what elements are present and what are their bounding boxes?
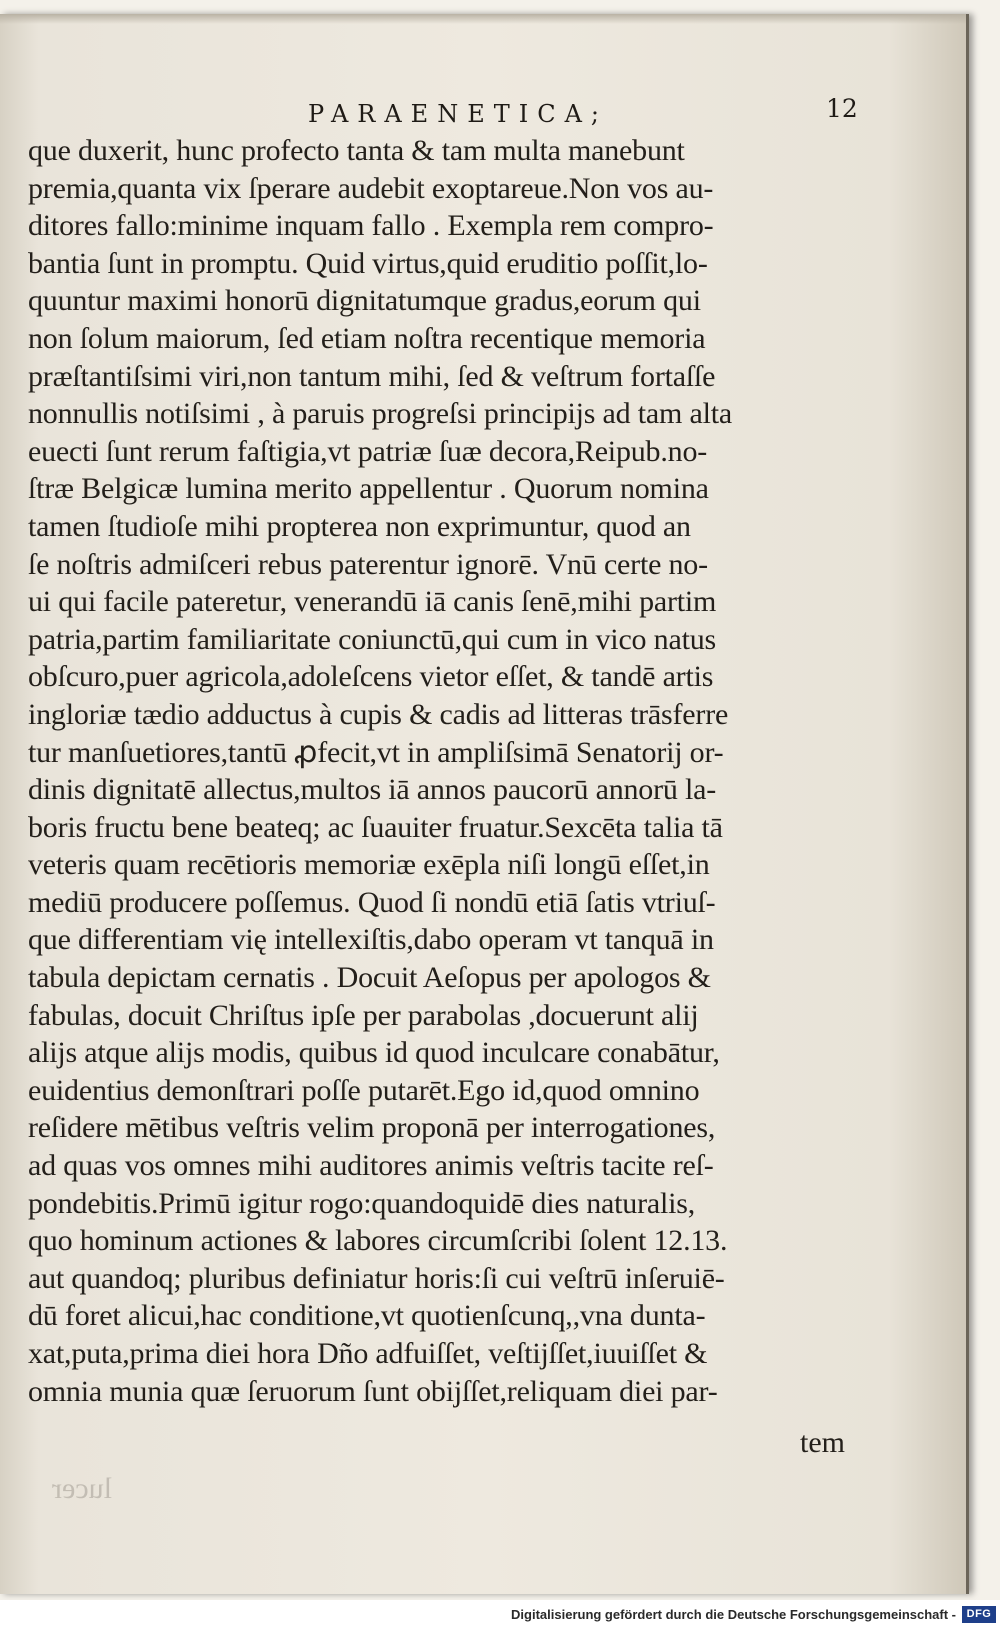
text-line: ingloriæ tædio adductus à cupis & cadis ad litteras trāsferre <box>28 697 729 731</box>
text-line: tamen ſtudioſe mihi propterea non exprimuntur, quod an <box>28 509 691 543</box>
text-line: xat,puta,prima diei hora Dño adfuiſſet, veſtijſſet,iuuiſſet & <box>28 1337 708 1370</box>
page-number: 12 <box>826 94 858 123</box>
text-line: veteris quam recētioris memoriæ exēpla niſi longū eſſet,in <box>28 848 710 882</box>
text-line: tabula depictam cernatis . Docuit Aeſopus per apologos & <box>28 961 711 995</box>
text-line: reſidere mētibus veſtris velim proponā per interrogationes, <box>28 1111 716 1145</box>
text-line: quuntur maximi honorū dignitatumque gradus,eorum qui <box>28 284 701 318</box>
text-line: ſtræ Belgicæ lumina merito appellentur . Quorum nomina <box>28 472 709 506</box>
text-line: euidentius demonſtrari poſſe putarēt.Ego id,quod omnino <box>28 1073 700 1107</box>
text-line: ad quas vos omnes mihi auditores animis veſtris tacite reſ- <box>28 1149 714 1183</box>
text-line: dū foret alicui,hac conditione,vt quotienſcunq,,vna dunta- <box>28 1299 706 1333</box>
text-line: obſcuro,puer agricola,adoleſcens vietor eſſet, & tandē artis <box>28 660 714 694</box>
funding-credit: Digitalisierung gefördert durch die Deutsche Forschungsgemeinschaft - <box>511 1607 956 1622</box>
text-line: aut quandoq; pluribus definiatur horis:ſi cui veſtrū inſeruiē- <box>28 1261 725 1295</box>
dfg-logo: DFG <box>962 1606 996 1623</box>
text-line: pondebitis.Primū igitur rogo:quandoquidē dies naturalis, <box>28 1186 696 1220</box>
text-line: premia,quanta vix ſperare audebit exoptareue.Non vos au- <box>28 171 714 205</box>
text-line: fabulas, docuit Chriſtus ipſe per parabolas ,docuerunt alij <box>28 998 699 1032</box>
page-edge-shadow <box>0 14 966 24</box>
book-page <box>0 14 969 1594</box>
text-line: alijs atque alijs modis, quibus id quod inculcare conabātur, <box>28 1036 720 1070</box>
digitization-footer <box>0 1600 1000 1633</box>
body-text <box>28 132 888 1410</box>
text-line: que differentiam vię intellexiſtis,dabo operam vt tanquā in <box>28 923 714 957</box>
text-line: nonnullis notiſsimi , à paruis progreſsi principijs ad tam alta <box>28 397 732 431</box>
text-line: patria,partim familiaritate coniunctū,qui cum in vico natus <box>28 622 716 656</box>
text-line: euecti ſunt rerum faſtigia,vt patriæ ſuæ decora,Reipub.no- <box>28 434 708 468</box>
catchword: tem <box>800 1426 845 1459</box>
text-line: non ſolum maiorum, ſed etiam noſtra recentique memoria <box>28 321 706 355</box>
text-line: tur manſuetiores,tantū ꝓfecit,vt in ampliſsimā Senatorij or- <box>28 735 724 769</box>
text-line: ui qui facile pateretur, venerandū iā canis ſenē,mihi partim <box>28 585 717 619</box>
running-head: PARAENETICA; <box>308 100 608 128</box>
text-line: ditores fallo:minime inquam fallo . Exempla rem compro- <box>28 209 714 243</box>
text-line: que duxerit, hunc profecto tanta & tam multa manebunt <box>28 134 685 167</box>
text-line: bantia ſunt in promptu. Quid virtus,quid eruditio poſſit,lo- <box>28 246 708 280</box>
text-line: boris fructu bene beateq; ac ſuauiter fruatur.Sexcēta talia tā <box>28 810 723 844</box>
show-through-text: lucer <box>52 1472 112 1505</box>
text-line: præſtantiſsimi viri,non tantum mihi, ſed & veſtrum fortaſſe <box>28 359 716 393</box>
text-line: omnia munia quæ ſeruorum ſunt obijſſet,reliquam diei par- <box>28 1374 718 1408</box>
text-line: dinis dignitatē allectus,multos iā annos paucorū annorū la- <box>28 773 717 807</box>
text-line: ſe noſtris admiſceri rebus paterentur ignorē. Vnū certe no- <box>28 547 708 581</box>
page-header <box>0 94 966 134</box>
text-line: quo hominum actiones & labores circumſcribi ſolent 12.13. <box>28 1224 728 1258</box>
text-line: mediū producere poſſemus. Quod ſi nondū etiā ſatis vtriuſ- <box>28 885 716 919</box>
